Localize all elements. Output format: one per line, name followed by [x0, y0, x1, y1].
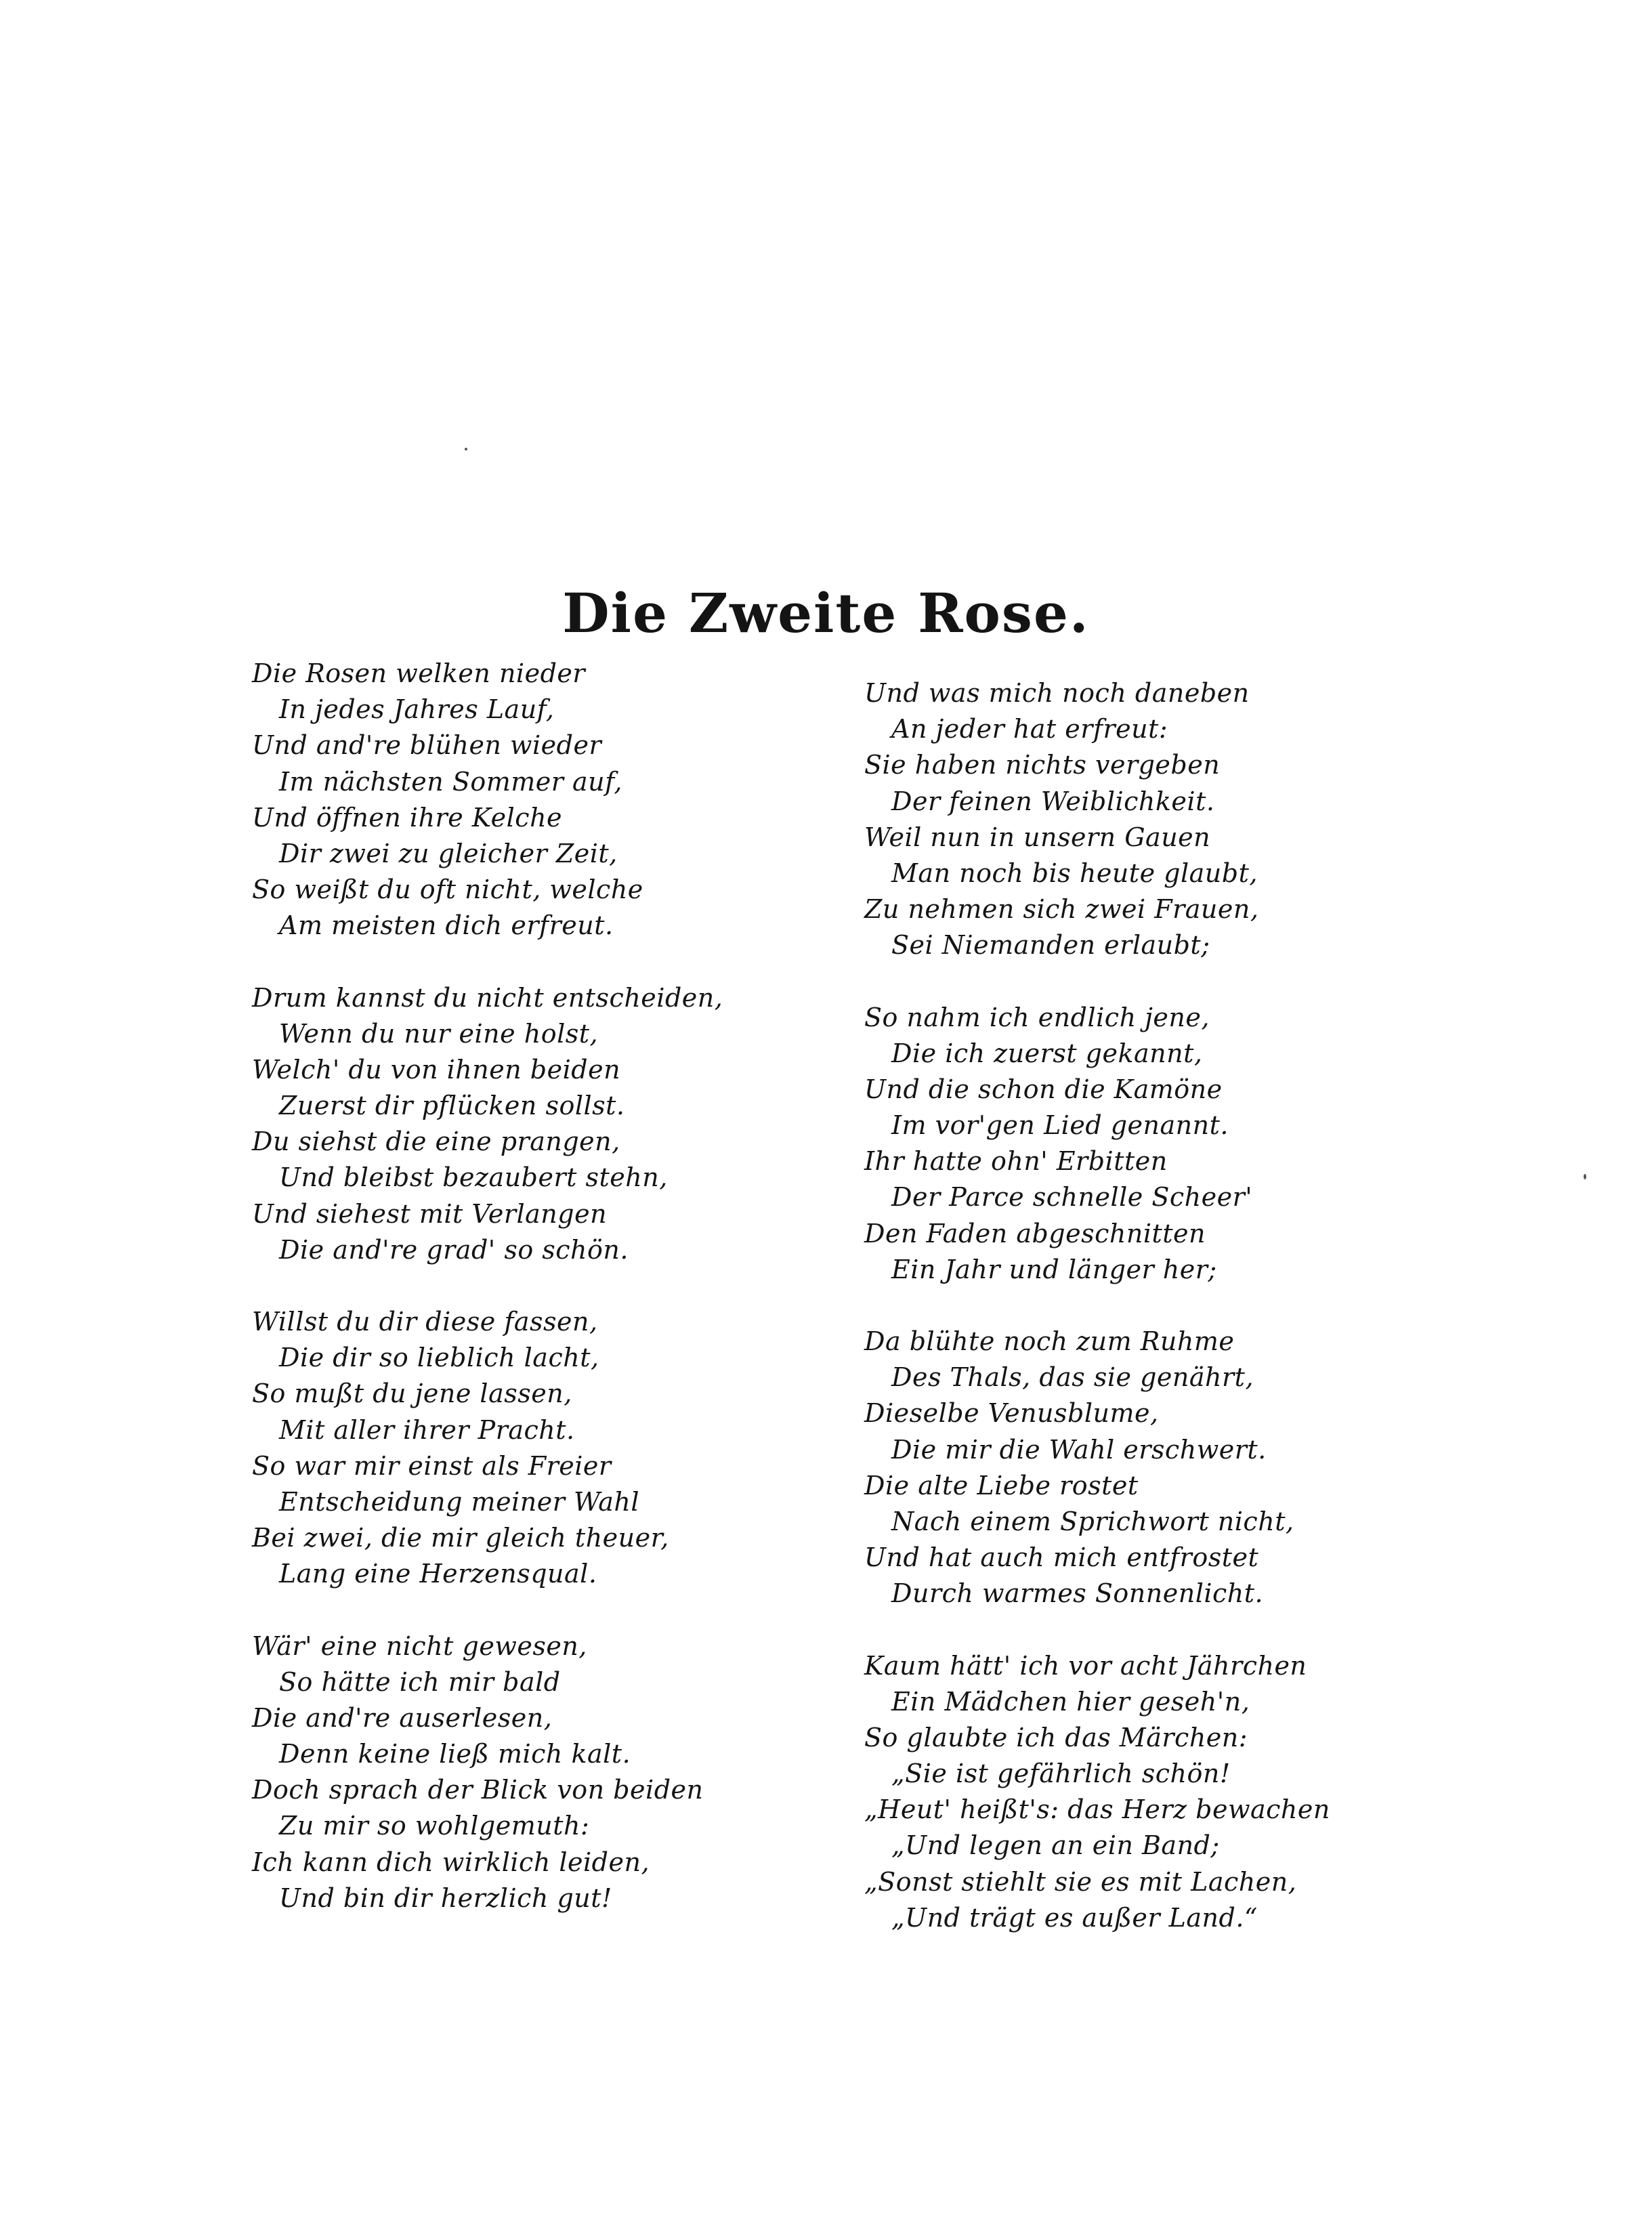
verse-line: Zu nehmen sich zwei Frauen, [864, 894, 1259, 925]
verse-line: Sie haben nichts vergeben [864, 750, 1221, 780]
verse-line: Sei Niemanden erlaubt; [891, 930, 1210, 961]
stanza [252, 1629, 726, 1917]
verse-line: Die mir die Wahl erschwert. [891, 1434, 1267, 1465]
verse-line: Willst du dir diese fassen, [252, 1307, 598, 1337]
verse-line: Denn keine ließ mich kalt. [279, 1739, 631, 1769]
verse-line: Du siehst die eine prangen, [252, 1127, 620, 1157]
paper-speck [1584, 1174, 1586, 1179]
verse-line: Die dir so lieblich lacht, [279, 1343, 599, 1373]
verse-line: Im vor'gen Lied genannt. [891, 1110, 1229, 1141]
verse-line: Dir zwei zu gleicher Zeit, [279, 838, 618, 868]
poem-title: Die Zweite Rose. [562, 581, 1090, 645]
stanza [252, 656, 726, 944]
verse-line: So hätte ich mir bald [279, 1666, 561, 1697]
verse-line: Durch warmes Sonnenlicht. [891, 1578, 1264, 1609]
verse-line: Die and're auserlesen, [252, 1702, 553, 1733]
verse-line: „Und legen an ein Band; [891, 1830, 1220, 1861]
verse-line: Der Parce schnelle Scheer' [891, 1182, 1253, 1213]
verse-line: Bei zwei, die mir gleich theuer, [252, 1523, 669, 1553]
verse-line: Entscheidung meiner Wahl [279, 1486, 639, 1517]
verse-line: Und bleibst bezaubert stehn, [279, 1162, 668, 1193]
verse-line: Am meisten dich erfreut. [279, 910, 614, 941]
verse-line: So glaubte ich das Märchen: [864, 1722, 1248, 1752]
verse-line: Und and're blühen wieder [252, 730, 602, 761]
verse-line: „Sonst stiehlt sie es mit Lachen, [864, 1866, 1297, 1897]
stanza [252, 1304, 726, 1593]
verse-line: Wenn du nur eine holst, [279, 1018, 599, 1049]
verse-line: Ein Jahr und länger her; [891, 1254, 1217, 1284]
stanza [864, 1648, 1352, 1937]
verse-line: Und öffnen ihre Kelche [252, 802, 563, 833]
verse-line: „Sie ist gefährlich schön! [891, 1759, 1231, 1789]
verse-line: Und siehest mit Verlangen [252, 1198, 608, 1229]
verse-line: Die and're grad' so schön. [279, 1234, 629, 1265]
verse-line: Zuerst dir pflücken sollst. [279, 1091, 625, 1121]
verse-line: Und bin dir herzlich gut! [279, 1883, 612, 1913]
verse-line: Die alte Liebe rostet [864, 1470, 1139, 1500]
verse-line: Der feinen Weiblichkeit. [891, 786, 1215, 816]
stanza [864, 1324, 1352, 1612]
verse-line: Man noch bis heute glaubt, [891, 858, 1258, 888]
verse-line: So war mir einst als Freier [252, 1450, 612, 1481]
verse-line: Und hat auch mich entfrostet [864, 1542, 1259, 1573]
stanza [864, 675, 1352, 964]
verse-line: „Heut' heißt's: das Herz bewachen [864, 1794, 1330, 1825]
verse-line: Mit aller ihrer Pracht. [279, 1414, 575, 1445]
verse-line: Zu mir so wohlgemuth: [279, 1811, 590, 1841]
verse-line: Da blühte noch zum Ruhme [864, 1326, 1235, 1356]
verse-line: An jeder hat erfreut: [891, 714, 1168, 744]
verse-line: Und die schon die Kamöne [864, 1074, 1223, 1104]
stanza [252, 980, 726, 1269]
verse-line: Des Thals, das sie genährt, [891, 1362, 1254, 1393]
verse-line: Den Faden abgeschnitten [864, 1218, 1206, 1248]
verse-line: Ihr hatte ohn' Erbitten [864, 1146, 1168, 1177]
stanza [864, 1000, 1352, 1288]
verse-line: Drum kannst du nicht entscheiden, [252, 982, 723, 1013]
verse-line: Die ich zuerst gekannt, [891, 1038, 1203, 1068]
left-column [252, 656, 726, 1952]
paper-speck [465, 448, 467, 450]
verse-line: „Und trägt es außer Land.“ [891, 1902, 1258, 1933]
verse-line: Die Rosen welken nieder [252, 658, 586, 688]
verse-line: So weißt du oft nicht, welche [252, 875, 643, 905]
verse-line: Und was mich noch daneben [864, 678, 1250, 708]
verse-line: Kaum hätt' ich vor acht Jährchen [864, 1650, 1307, 1681]
verse-line: Weil nun in unsern Gauen [864, 822, 1211, 852]
verse-line: Doch sprach der Blick von beiden [252, 1775, 704, 1805]
verse-line: Ein Mädchen hier geseh'n, [891, 1686, 1250, 1717]
verse-line: Ich kann dich wirklich leiden, [252, 1847, 650, 1877]
verse-line: Wär' eine nicht gewesen, [252, 1631, 587, 1661]
verse-line: So nahm ich endlich jene, [864, 1002, 1210, 1032]
verse-line: Nach einem Sprichwort nicht, [891, 1506, 1294, 1536]
verse-line: Im nächsten Sommer auf, [279, 766, 622, 797]
verse-line: In jedes Jahres Lauf, [279, 694, 555, 725]
verse-line: Dieselbe Venusblume, [864, 1398, 1159, 1429]
right-column [864, 675, 1352, 1972]
verse-line: Welch' du von ihnen beiden [252, 1054, 621, 1085]
verse-line: So mußt du jene lassen, [252, 1379, 572, 1409]
verse-line: Lang eine Herzensqual. [279, 1559, 597, 1589]
